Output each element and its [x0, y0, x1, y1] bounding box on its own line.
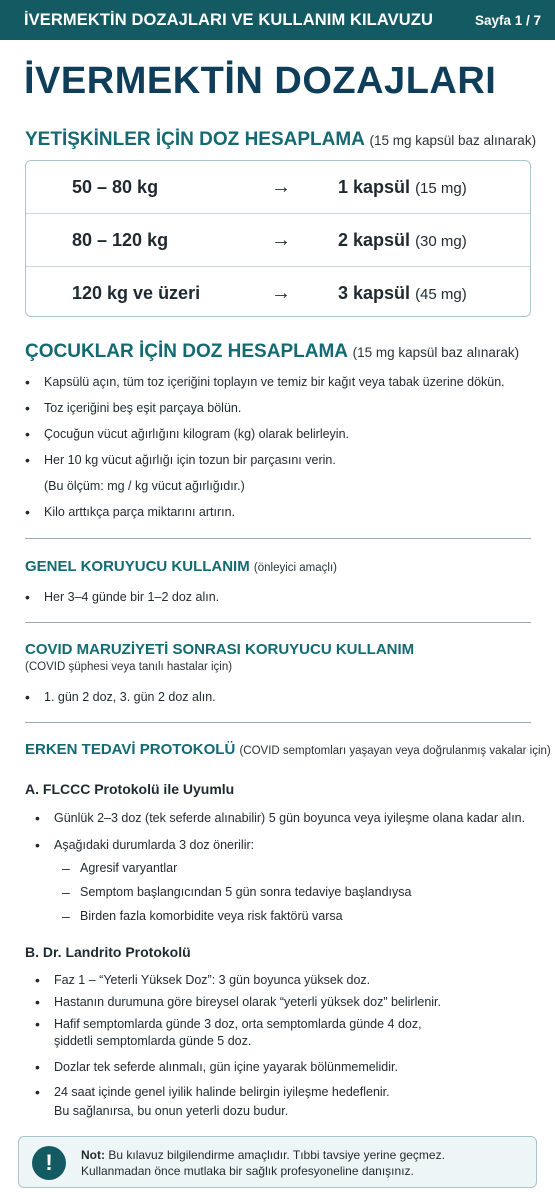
children-subtitle: (15 mg kapsül baz alınarak) [352, 345, 520, 360]
children-title: ÇOCUKLAR İÇİN DOZ HESAPLAMA [25, 341, 348, 362]
covid-post-heading: COVID MARUZİYETİ SONRASI KORUYUCU KULLANIM [25, 641, 415, 658]
list-item: • 24 saat içinde genel iyilik halinde belirgin iyileşme hedeflenir. [54, 1084, 398, 1100]
note-label: Not: [81, 1148, 105, 1162]
list-item: • Hastanın durumuna göre bireysel olarak “yeterli yüksek doz” belirlenir. [54, 994, 441, 1010]
arrow-icon: → [271, 175, 291, 198]
list-item: • Kilo arttıkça parça miktarını artırın. [44, 504, 235, 520]
arrow-icon: → [271, 281, 291, 304]
early-title: ERKEN TEDAVİ PROTOKOLÜ [25, 741, 236, 758]
dose-row [26, 214, 530, 266]
protocol-b-item-cont: şiddetli semptomlarda günde 5 doz. [54, 1034, 252, 1048]
page-title: İVERMEKTİN DOZAJLARI [24, 60, 497, 102]
note-line1: Bu kılavuz bilgilendirme amaçlıdır. Tıbbi tavsiye yerine geçmez. [108, 1148, 445, 1162]
adults-title: YETİŞKİNLER İÇİN DOZ HESAPLAMA [25, 129, 365, 150]
covid-post-subtitle: (COVID şüphesi veya tanılı hastalar için) [25, 661, 233, 673]
dose-row [26, 161, 530, 213]
section-divider [25, 722, 531, 723]
list-item: • Toz içeriğini beş eşit parçaya bölün. [44, 400, 505, 416]
general-list [44, 589, 219, 605]
list-item: • Faz 1 – “Yeterli Yüksek Doz”: 3 gün boyunca yüksek doz. [54, 972, 441, 988]
section-divider [25, 538, 531, 539]
list-item: • Günlük 2–3 doz (tek seferde alınabilir) 5 gün boyunca veya iyileşme olana kadar alın. [54, 810, 525, 826]
early-subtitle: (COVID semptomları yaşayan veya doğrulanmış vakalar için) [239, 745, 551, 757]
adults-heading [25, 129, 536, 151]
header-bar [0, 0, 555, 40]
list-item: • 1. gün 2 doz, 3. gün 2 doz alın. [44, 689, 216, 705]
page-indicator: Sayfa 1 / 7 [474, 12, 541, 28]
protocol-b-list [54, 972, 441, 1032]
dose-amount: 1 kapsül (15 mg) [338, 176, 467, 197]
dose-weight: 80 – 120 kg [72, 229, 169, 250]
children-item-note: (Bu ölçüm: mg / kg vücut ağırlığıdır.) [44, 479, 245, 493]
arrow-icon: → [271, 228, 291, 251]
children-list [44, 374, 505, 468]
list-item: • Her 3–4 günde bir 1–2 doz alın. [44, 589, 219, 605]
children-list-cont [44, 504, 235, 520]
list-item: – Agresif varyantlar [80, 860, 411, 876]
general-heading [25, 558, 337, 575]
protocol-a-title: A. FLCCC Protokolü ile Uyumlu [25, 781, 235, 797]
list-item: • Çocuğun vücut ağırlığını kilogram (kg) olarak belirleyin. [44, 426, 505, 442]
adult-dose-table [25, 160, 531, 317]
dose-amount: 2 kapsül (30 mg) [338, 229, 467, 250]
dose-amount: 3 kapsül (45 mg) [338, 282, 467, 303]
protocol-a-list [54, 810, 525, 853]
section-divider [25, 622, 531, 623]
protocol-b-item-cont: Bu sağlanırsa, bu onun yeterli dozu budur. [54, 1104, 289, 1118]
dose-weight: 50 – 80 kg [72, 176, 159, 197]
protocol-b-list-cont [54, 1059, 398, 1100]
covid-post-list [44, 689, 216, 705]
children-heading [25, 341, 519, 363]
list-item: • Aşağıdaki durumlarda 3 doz önerilir: [54, 837, 525, 853]
header-title: İVERMEKTİN DOZAJLARI VE KULLANIM KILAVUZU [24, 10, 433, 29]
dose-row [26, 267, 530, 317]
note-line2: Kullanmadan önce mutlaka bir sağlık profesyoneline danışınız. [81, 1164, 414, 1178]
early-heading [25, 741, 551, 758]
dose-weight: 120 kg ve üzeri [72, 282, 201, 303]
note-text [81, 1147, 445, 1179]
list-item: – Birden fazla komorbidite veya risk faktörü varsa [80, 908, 411, 924]
list-item: • Kapsülü açın, tüm toz içeriğini toplayın ve temiz bir kağıt veya tabak üzerine dökün. [44, 374, 505, 390]
list-item: • Her 10 kg vücut ağırlığı için tozun bir parçasını verin. [44, 452, 505, 468]
general-title: GENEL KORUYUCU KULLANIM [25, 558, 250, 575]
protocol-a-sublist [80, 860, 411, 924]
list-item: • Dozlar tek seferde alınmalı, gün içine yayarak bölünmemelidir. [54, 1059, 398, 1075]
general-subtitle: (önleyici amaçlı) [253, 562, 337, 574]
protocol-b-title: B. Dr. Landrito Protokolü [25, 944, 191, 960]
disclaimer-note [18, 1136, 537, 1188]
list-item: – Semptom başlangıcından 5 gün sonra tedaviye başlandıysa [80, 884, 411, 900]
list-item: • Hafif semptomlarda günde 3 doz, orta semptomlarda günde 4 doz, [54, 1016, 441, 1032]
adults-subtitle: (15 mg kapsül baz alınarak) [369, 133, 537, 148]
exclamation-icon: ! [32, 1146, 66, 1180]
